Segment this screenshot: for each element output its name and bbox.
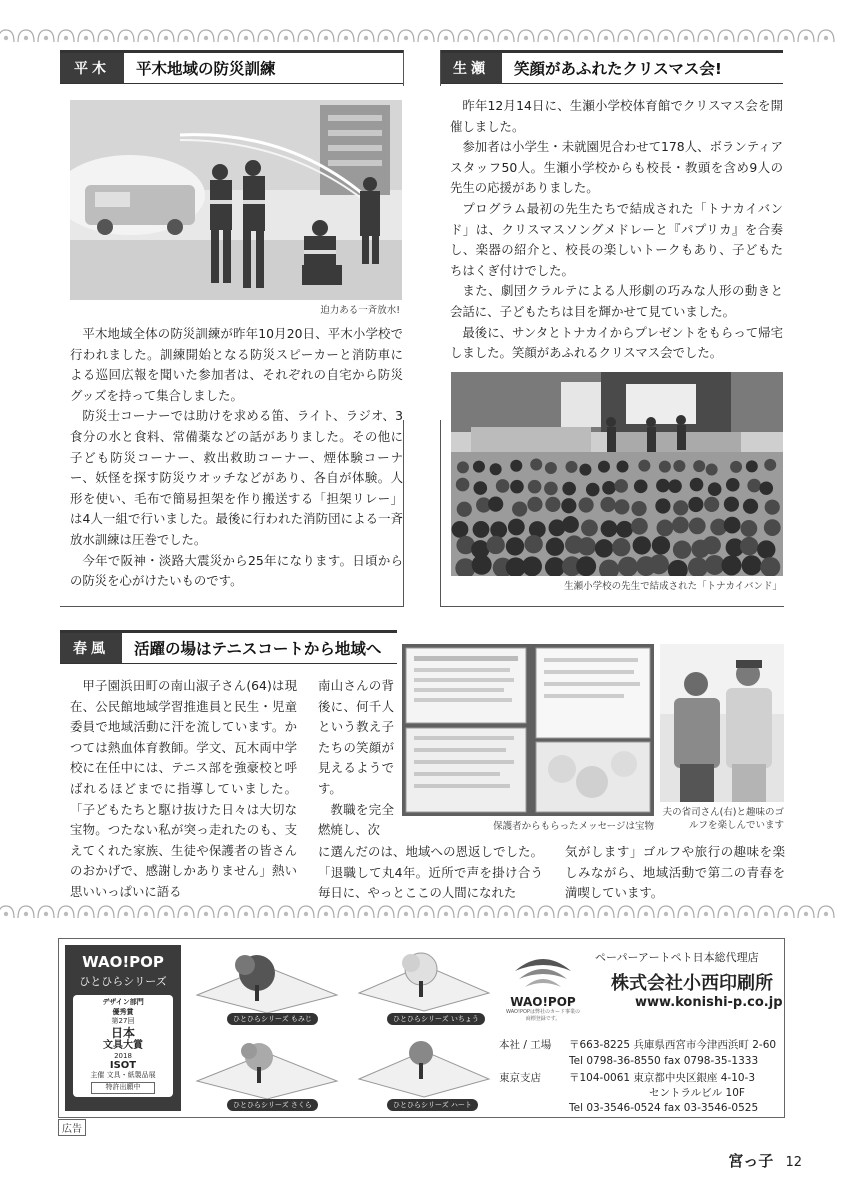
ikuse-paragraph-5: 最後に、サンタとトナカイからプレゼントをもらって帰宅しました。笑顔があふれるクリスマス会でした。 [450, 324, 783, 361]
hiraki-title: 平木地域の防災訓練 [136, 60, 276, 78]
page-number: 12 [785, 1155, 802, 1170]
card-icho: ひとひらシリーズ いちょう [349, 945, 499, 1025]
shunpu-column-2 [318, 676, 394, 841]
fire-drill-caption: 迫力ある一斉放水! [320, 305, 400, 316]
shunpu-col2-text: 南山さんの背後に、何千人という教え子たちの笑顔が見えるようです。 [318, 678, 394, 796]
decorative-top-border [0, 26, 842, 48]
card-heart: ひとひらシリーズ ハート [349, 1031, 499, 1113]
hiraki-area-tag: 平木 [60, 53, 124, 83]
hitohira-series-label: ひとひらシリーズ [79, 975, 167, 988]
shunpu-col3-text: に選んだのは、地域への恩返しでした。「退職して丸4年。近所で声を掛け合う毎日に、やっとここの人間になれた [318, 844, 543, 901]
wao-pop-logo: WAO!POP WAO!POPは弊社のカード事業の商標登録です。 [505, 953, 581, 1023]
decorative-middle-border [0, 902, 842, 924]
christmas-band-photo [451, 372, 783, 576]
shunpu-title: 活躍の場はテニスコートから地域へ [134, 640, 382, 658]
shunpu-header [60, 630, 397, 664]
advertisement [58, 938, 785, 1118]
ikuse-paragraph-1: 昨年12月14日に、生瀬小学校体育館でクリスマス会を開催しました。 [450, 98, 783, 134]
magazine-name: 宮っ子 [728, 1152, 774, 1170]
shunpu-col1-text: 甲子園浜田町の南山淑子さん(64)は現在、公民館地域学習推進員と民生・児童委員で地域活動に汗を流しています。かつては熱血体育教師。学文、瓦木両中学校に在任中には、テニス部を強豪校と呼ばれるほどまでに指導していました。「子どもたちと駆け抜けた日々は大切な宝物。つたない私が突っ走れたのも、支えてくれた家族、生徒や保護者の皆さんのおかげで、感謝しかありません」熱い思いいっぱいに語る [70, 678, 297, 899]
hiraki-paragraph-3: 今年で阪神・淡路大震災から25年になります。日頃からの防災を心がけたいものです。 [70, 552, 403, 589]
ikuse-area-tag: 生瀬 [440, 53, 502, 83]
shunpu-column-4 [565, 842, 785, 904]
card-momiji: ひとひらシリーズ もみじ [187, 945, 343, 1025]
shunpu-col2b-text: 教職を完全燃焼し、次 [318, 801, 394, 838]
hiraki-paragraph-2: 防災士コーナーでは助けを求める笛、ライト、ラジオ、3食分の水と食料、常備薬などの話がありました。その他に子ども防災コーナー、救出救助コーナー、煙体験コーナー、妖怪を探す防災ウオッチなどがあり、各自が体験。人形を使い、毛布で簡易担架を作り搬送する「担架リレー」は4人一組で行いました。最後に行われた消防団による一斉放水訓練は圧巻でした。 [70, 408, 403, 547]
parent-messages-photo [402, 644, 654, 816]
agent-label: ペーパーアートペト日本総代理店 [595, 951, 759, 964]
office-tokyo: 東京支店 〒104-0061 東京都中央区銀座 4-10-3 セントラルビル 10F Tel 03-3546-0524 fax 03-3546-0525 [499, 1072, 759, 1114]
office-main: 本社 / 工場 〒663-8225 兵庫県西宮市今津西浜町 2-60 Tel 0798-36-8550 fax 0798-35-1333 [499, 1039, 777, 1067]
couple-golf-photo [660, 644, 784, 802]
ikuse-paragraph-3: プログラム最初の先生たちで結成された「トナカイバンド」は、クリスマスソングメドレーと『パプリカ』を合奏し、楽器の紹介と、校長の楽しいトークもあり、子どもたちはくぎ付けでした。 [450, 200, 783, 278]
hiraki-body [70, 324, 403, 592]
hiraki-paragraph-1: 平木地域全体の防災訓練が昨年10月20日、平木小学校で行われました。訓練開始となる防災スピーカーと消防車による巡回広報を聞いた参加者は、それぞれの自宅から防災グッズを持って集合しました。 [70, 326, 403, 403]
shunpu-column-1 [70, 676, 297, 903]
company-url: www.konishi-p.co.jp [635, 995, 783, 1010]
parent-messages-caption: 保護者からもらったメッセージは宝物 [493, 821, 654, 832]
page-footer [728, 1150, 802, 1171]
card-sakura: ひとひらシリーズ さくら [187, 1031, 343, 1113]
company-name: 株式会社小西印刷所 [611, 973, 773, 994]
ikuse-paragraph-2: 参加者は小学生・未就園児合わせて178人、ボランティアスタッフ50人。生瀬小学校からも校長・教頭を含め9人の先生の応援がありました。 [450, 139, 783, 196]
hiraki-header [60, 50, 403, 84]
advertisement-label: 広告 [58, 1119, 86, 1136]
shunpu-column-3 [318, 842, 543, 904]
ikuse-title: 笑顔があふれたクリスマス会! [514, 60, 722, 78]
couple-golf-caption: 夫の省司さん(右)と趣味のゴルフを楽しんでいます [662, 807, 784, 831]
fire-drill-photo [70, 100, 402, 300]
christmas-band-caption: 生瀬小学校の先生で結成された「トナカイバンド」 [564, 581, 782, 592]
ikuse-paragraph-4: また、劇団クラルテによる人形劇の巧みな人形の動きと会話に、子どもたちは目を輝かせて見ていました。 [450, 283, 783, 319]
award-badge: デザイン部門 優秀賞 第27回 日本 文具大賞 2018 ISOT 主催 文具・紙製品展 特許出願中 [73, 995, 173, 1097]
wao-pop-brand: WAO!POP [82, 953, 164, 971]
shunpu-area-tag: 春風 [60, 633, 122, 663]
ikuse-body [450, 96, 783, 364]
ikuse-header [440, 50, 783, 84]
wao-pop-brand-panel [65, 945, 181, 1111]
shunpu-col4-text: 気がします」ゴルフや旅行の趣味を楽しみながら、地域活動で第二の青春を満喫しています。 [565, 844, 785, 901]
